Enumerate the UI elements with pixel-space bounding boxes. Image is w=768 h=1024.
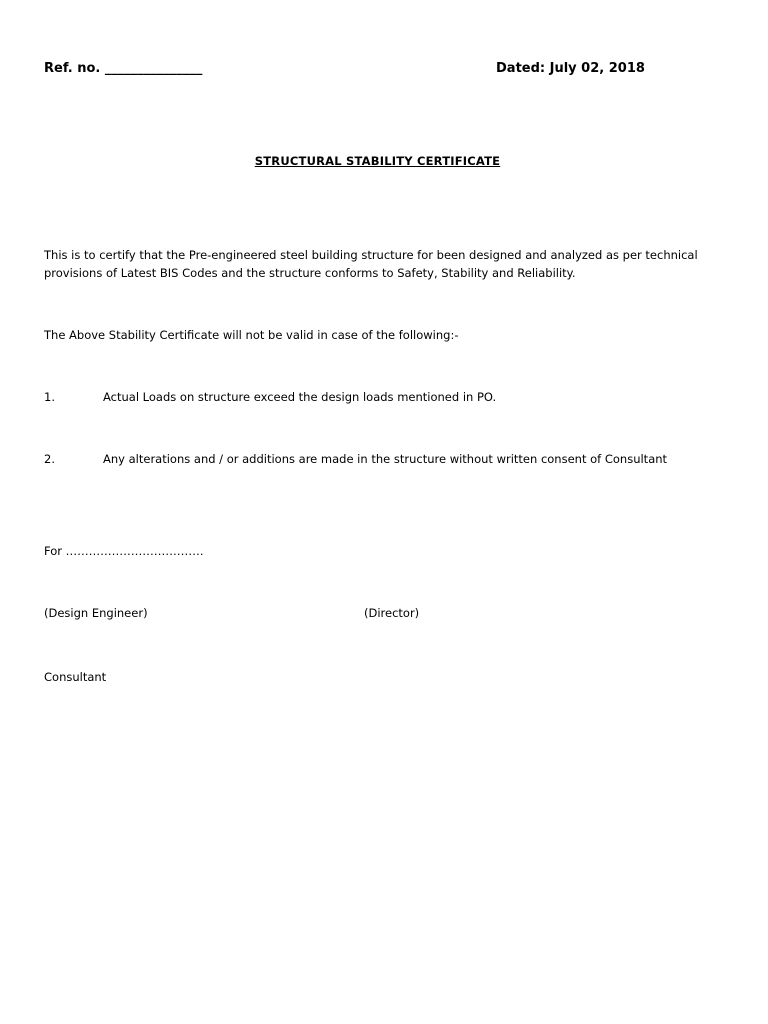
list-item-number: 2. [44, 452, 55, 466]
certification-paragraph-line-1: This is to certify that the Pre-engineered steel building structure for been designed and analyzed as per technical [44, 248, 698, 262]
director-signature-label: (Director) [364, 606, 420, 620]
list-item-number: 1. [44, 390, 55, 404]
consultant-label: Consultant [44, 670, 107, 684]
certificate-title: STRUCTURAL STABILITY CERTIFICATE [254, 154, 501, 168]
certification-paragraph [44, 246, 744, 282]
for-line: For ……………………………… [44, 544, 204, 558]
list-item-text: Actual Loads on structure exceed the design loads mentioned in PO. [103, 390, 497, 404]
validity-intro: The Above Stability Certificate will not be valid in case of the following:- [44, 328, 459, 342]
reference-number: Ref. no. _______________ [44, 61, 203, 76]
design-engineer-signature-label: (Design Engineer) [44, 606, 148, 620]
certification-paragraph-line-2: provisions of Latest BIS Codes and the structure conforms to Safety, Stability and Reliability. [44, 266, 576, 280]
list-item-text: Any alterations and / or additions are made in the structure without written consent of Consultant [103, 452, 668, 466]
document-date: Dated: July 02, 2018 [496, 61, 645, 76]
